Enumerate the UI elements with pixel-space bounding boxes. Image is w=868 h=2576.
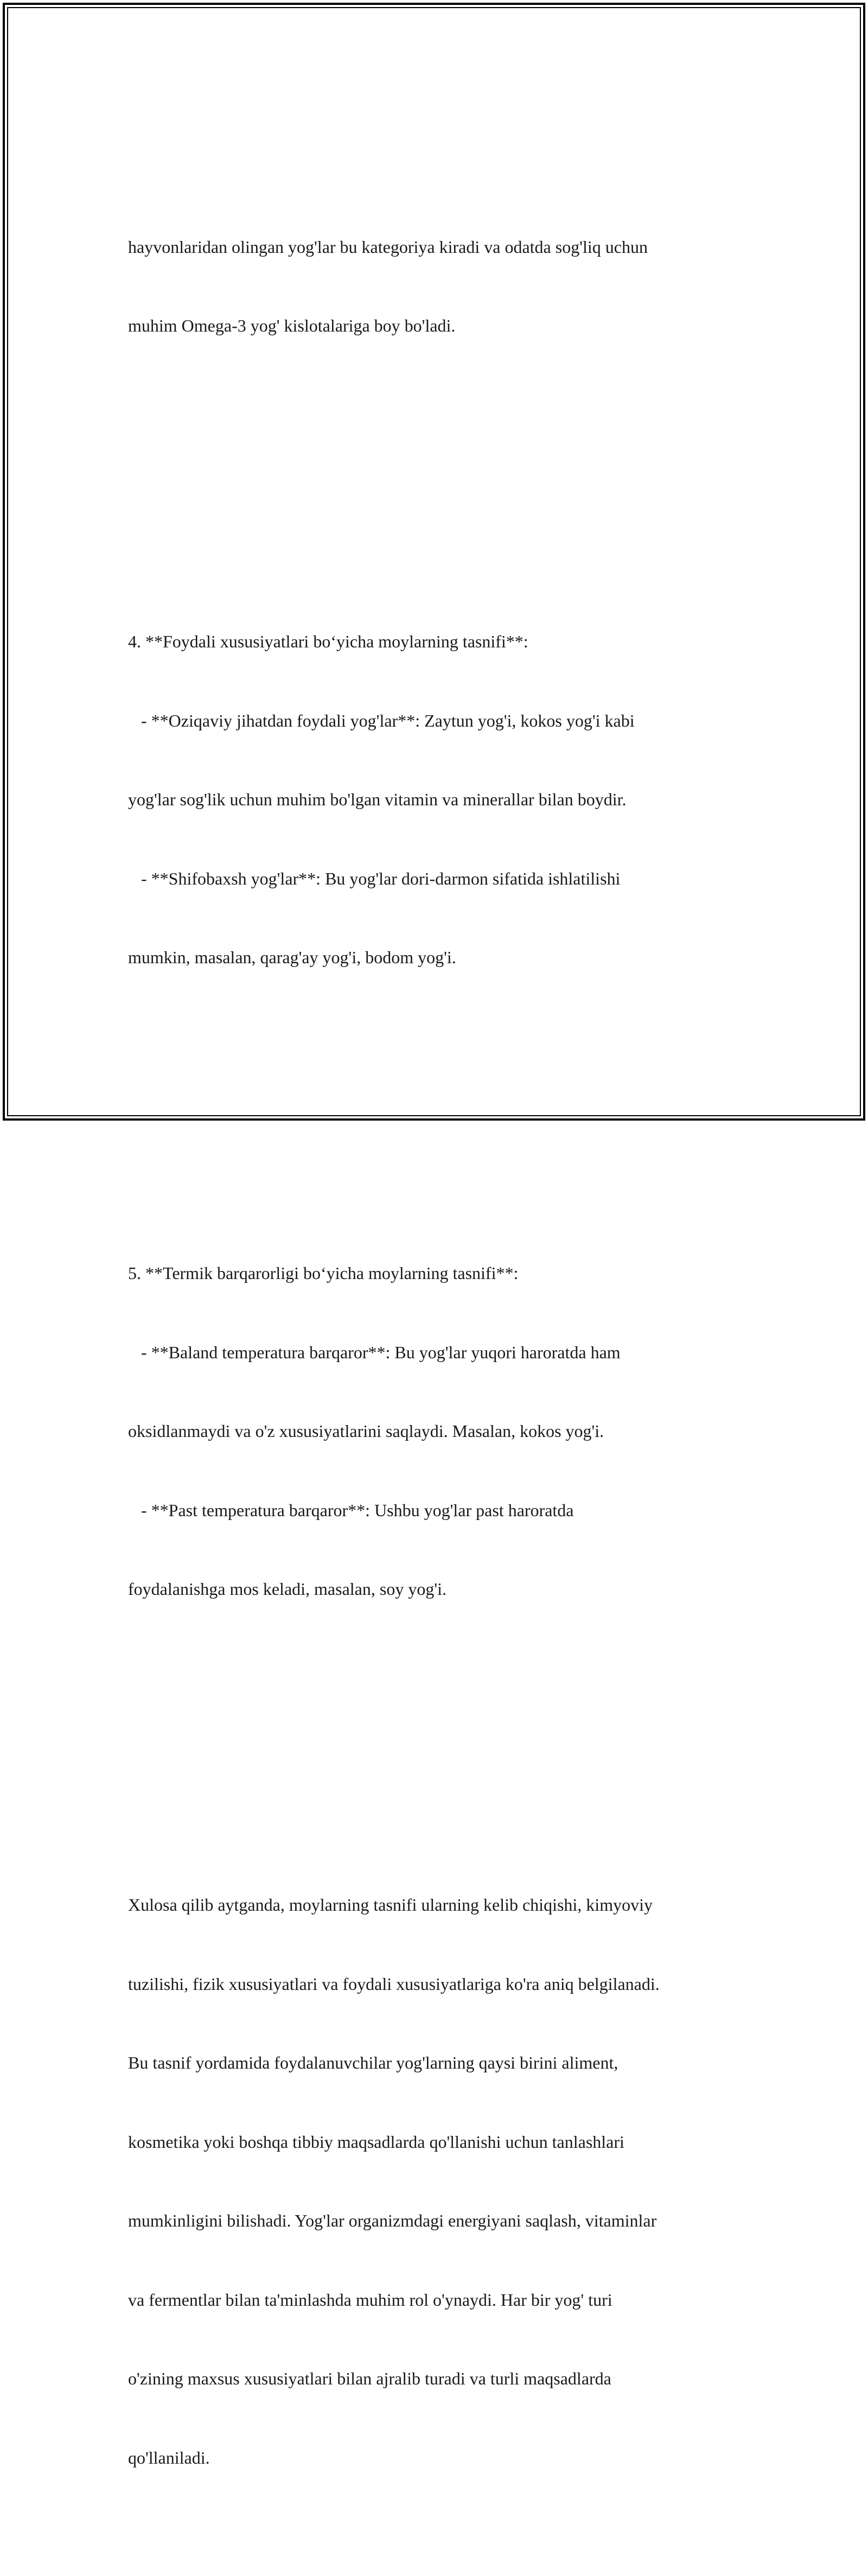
list-item-line: - **Oziqaviy jihatdan foydali yog'lar**: Zaytun yog'i, kokos yog'i kabi [128,710,635,730]
conclusion-paragraph [128,1839,746,2523]
section-heading: 4. **Foydali xususiyatlari bo‘yicha moylarning tasnifi**: [128,632,528,651]
section-5-thermal-stability [128,1207,746,1655]
text-line: mumkinligini bilishadi. Yog'lar organizmdagi energiyani saqlash, vitaminlar [128,2211,657,2230]
text-line: yog'lar sog'lik uchun muhim bo'lgan vitamin va minerallar bilan boydir. [128,790,627,809]
text-line: foydalanishga mos keladi, masalan, soy yog'i. [128,1579,446,1599]
text-line: Bu tasnif yordamida foydalanuvchilar yog'larning qaysi birini aliment, [128,2053,618,2072]
list-item-line: - **Shifobaxsh yog'lar**: Bu yog'lar dori-darmon sifatida ishlatilishi [128,868,621,888]
section-heading: 5. **Termik barqarorligi bo‘yicha moylarning tasnifi**: [128,1263,519,1283]
text-line: Xulosa qilib aytganda, moylarning tasnifi ularning kelib chiqishi, kimyoviy [128,1895,653,1914]
paragraph-continuation [128,181,746,392]
text-line: oksidlanmaydi va o'z xususiyatlarini saqlaydi. Masalan, kokos yog'i. [128,1421,604,1441]
list-item-line: - **Past temperatura barqaror**: Ushbu yog'lar past haroratda [128,1500,574,1520]
list-item-line: - **Baland temperatura barqaror**: Bu yog'lar yuqori haroratda ham [128,1342,621,1362]
text-line: o'zining maxsus xususiyatlari bilan ajralib turadi va turli maqsadlarda [128,2369,611,2388]
paragraph-gap [128,1734,746,1760]
text-line: kosmetika yoki boshqa tibbiy maqsadlarda qo'llanishi uchun tanlashlari [128,2132,624,2152]
document-body [128,102,746,2576]
text-line: muhim Omega-3 yog' kislotalariga boy bo'ladi. [128,316,456,335]
text-line: mumkin, masalan, qarag'ay yog'i, bodom yog'i. [128,947,456,967]
text-line: va fermentlar bilan ta'minlashda muhim rol o'ynaydi. Har bir yog' turi [128,2289,612,2310]
text-line: tuzilishi, fizik xususiyatlari va foydali xususiyatlariga ko'ra aniq belgilanadi. [128,1974,660,1994]
paragraph-gap [128,470,746,497]
text-line: hayvonlaridan olingan yog'lar bu kategoriya kiradi va odatda sog'liq uchun [128,237,648,257]
section-4-useful-properties [128,576,746,1023]
paragraph-gap [128,1102,746,1129]
text-line: qo'llaniladi. [128,2447,210,2467]
